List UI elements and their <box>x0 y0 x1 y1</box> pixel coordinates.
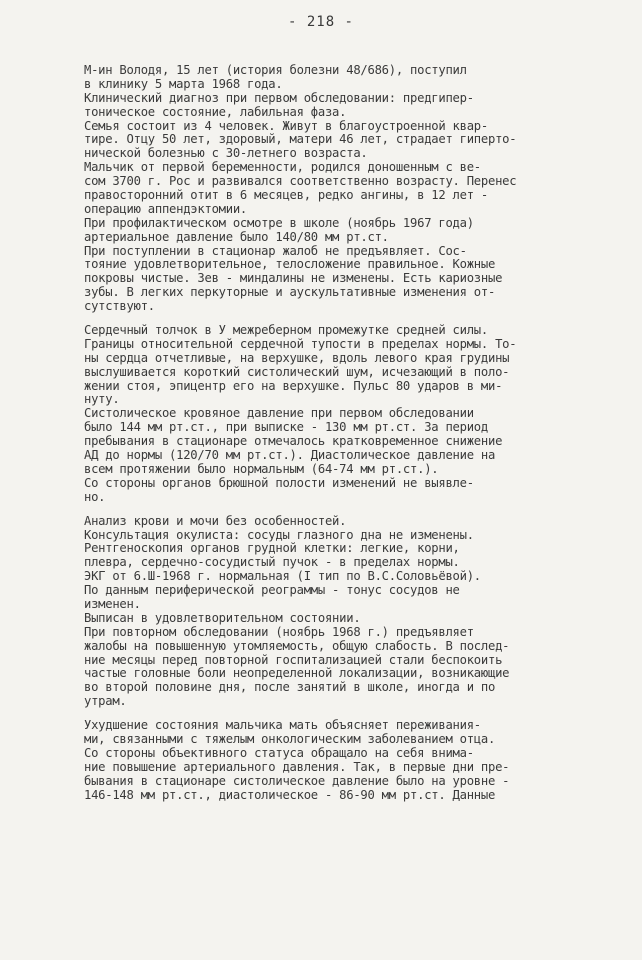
text-line: бывания в стационаре систолическое давление было на уровне - <box>84 773 510 788</box>
paragraph <box>84 92 584 120</box>
text-line: нуту. <box>84 392 120 407</box>
paragraph <box>84 612 584 626</box>
text-line: выслушивается короткий систолический шум, исчезающий в поло- <box>84 364 510 379</box>
text-line: Границы относительной сердечной тупости в пределах нормы. То- <box>84 336 517 351</box>
text-line: сутствуют. <box>84 299 155 314</box>
text-line: Семья состоит из 4 человек. Живут в благоустроенной квар- <box>84 118 488 133</box>
text-line: Систолическое кровяное давление при первом обследовании <box>84 406 474 421</box>
paragraph <box>84 407 584 476</box>
text-line: тоническое состояние, лабильная фаза. <box>84 104 347 119</box>
paragraph <box>84 324 584 407</box>
paragraph <box>84 529 584 543</box>
text-line: При поступлении в стационар жалоб не предъявляет. Сос- <box>84 243 467 258</box>
text-line: Со стороны органов брюшной полости изменений не выявле- <box>84 475 474 490</box>
text-line: ние месяцы перед повторной госпитализацией стали беспокоить <box>84 652 503 667</box>
text-line: всем протяжении было нормальным (64-74 мм рт.ст.). <box>84 461 439 476</box>
text-line: тире. Отцу 50 лет, здоровый, матери 46 лет, страдает гиперто- <box>84 132 517 147</box>
text-line: зубы. В легких перкуторные и аускультативные изменения от- <box>84 285 496 300</box>
text-line: ми, связанными с тяжелым онкологическим заболеванием отца. <box>84 731 496 746</box>
text-line: Сердечный толчок в У межреберном промежутке средней силы. <box>84 323 488 338</box>
paragraph <box>84 161 584 217</box>
text-line: покровы чистые. Зев - миндалины не изменены. Есть кариозные <box>84 271 503 286</box>
text-line: АД до нормы (120/70 мм рт.ст.). Диастолическое давление на <box>84 448 496 463</box>
text-line: Ухудшение состояния мальчика мать объясняет переживания- <box>84 718 481 733</box>
paragraph <box>84 719 584 747</box>
paragraph <box>84 120 584 162</box>
typed-text-body <box>84 64 584 802</box>
paragraph <box>84 570 584 584</box>
text-line: При профилактическом осмотре в школе (ноябрь 1967 года) <box>84 215 474 230</box>
text-line: При повторном обследовании (ноябрь 1968 г.) предъявляет <box>84 624 474 639</box>
text-line: утрам. <box>84 694 127 709</box>
text-line: плевра, сердечно-сосудистый пучок - в пределах нормы. <box>84 555 460 570</box>
paragraph <box>84 64 584 92</box>
paragraph <box>84 217 584 245</box>
text-line: ние повышение артериального давления. Так, в первые дни пре- <box>84 759 510 774</box>
paragraph <box>84 245 584 314</box>
text-line: операцию аппендэктомии. <box>84 201 248 216</box>
text-line: ны сердца отчетливые, на верхушке, вдоль левого края грудины <box>84 350 510 365</box>
text-line: в клинику 5 марта 1968 года. <box>84 76 283 91</box>
text-line: Со стороны объективного статуса обращало на себя внима- <box>84 745 474 760</box>
text-line: М-ин Володя, 15 лет (история болезни 48/686), поступил <box>84 63 467 77</box>
text-line: изменен. <box>84 596 141 611</box>
text-line: Клинический диагноз при первом обследовании: предгипер- <box>84 90 474 105</box>
paragraph <box>84 626 584 709</box>
text-line: жалобы на повышенную утомляемость, общую слабость. В послед- <box>84 638 510 653</box>
text-line: пребывания в стационаре отмечалось кратковременное снижение <box>84 434 503 449</box>
text-line: Выписан в удовлетворительном состоянии. <box>84 610 361 625</box>
text-line: артериальное давление было 140/80 мм рт.ст. <box>84 229 389 244</box>
page-number: - 218 - <box>287 14 354 30</box>
text-line: было 144 мм рт.ст., при выписке - 130 мм рт.ст. За период <box>84 420 488 435</box>
text-line: сом 3700 г. Рос и развивался соответственно возрасту. Перенес <box>84 174 517 189</box>
paragraph <box>84 584 584 612</box>
text-line: нической болезнью с 30-летнего возраста. <box>84 146 368 161</box>
paragraph <box>84 477 584 505</box>
text-line: По данным периферической реограммы - тонус сосудов не <box>84 583 460 598</box>
text-line: Рентгеноскопия органов грудной клетки: легкие, корни, <box>84 541 460 556</box>
text-line: во второй половине дня, после занятий в школе, иногда и по <box>84 680 496 695</box>
text-line: Консультация окулиста: сосуды глазного дна не изменены. <box>84 527 474 542</box>
paragraph <box>84 747 584 803</box>
text-line: 146-148 мм рт.ст., диастолическое - 86-90 мм рт.ст. Данные <box>84 787 496 802</box>
text-line: жении стоя, эпицентр его на верхушке. Пульс 80 ударов в ми- <box>84 378 503 393</box>
paragraph <box>84 542 584 570</box>
text-line: правосторонний отит в 6 месяцев, редко ангины, в 12 лет - <box>84 188 488 203</box>
text-line: но. <box>84 489 106 504</box>
text-line: тояние удовлетворительное, телосложение правильное. Кожные <box>84 257 496 272</box>
text-line: ЭКГ от 6.Ш-1968 г. нормальная (I тип по В.С.Соловьёвой). <box>84 569 481 584</box>
text-line: Мальчик от первой беременности, родился доношенным с ве- <box>84 160 481 175</box>
paragraph <box>84 515 584 529</box>
text-line: частые головные боли неопределенной локализации, возникающие <box>84 666 510 681</box>
text-line: Анализ крови и мочи без особенностей. <box>84 513 347 528</box>
